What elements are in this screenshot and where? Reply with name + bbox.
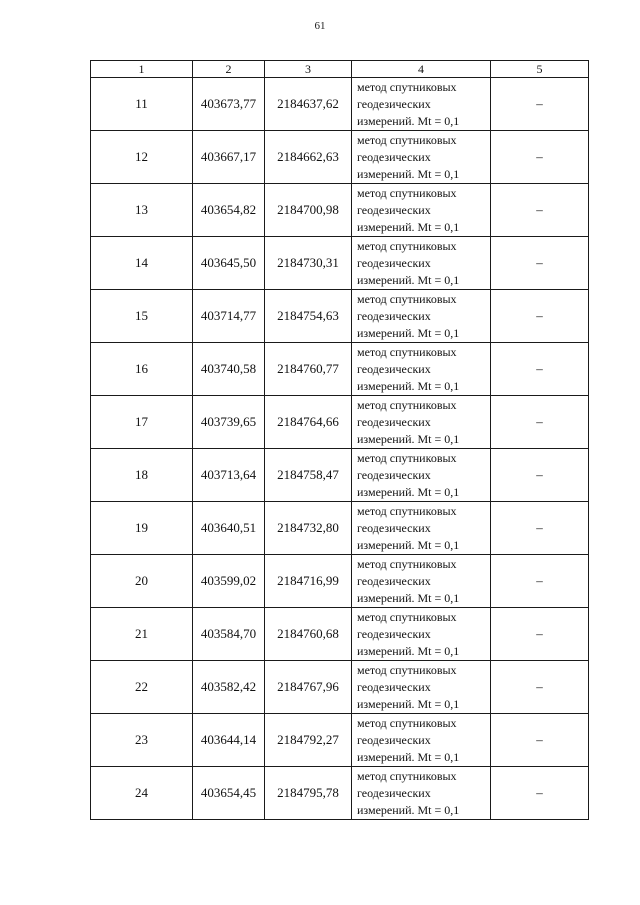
method-cell [352, 502, 491, 555]
method-line: измерений. Mt = 0,1 [357, 272, 460, 287]
table-row [91, 449, 589, 502]
x-coordinate-cell: 403654,45 [193, 767, 265, 820]
point-number-cell: 23 [91, 714, 193, 767]
method-line: метод спутниковых [357, 715, 457, 730]
method-cell [352, 290, 491, 343]
table-row [91, 131, 589, 184]
method-line: геодезических [357, 626, 431, 641]
point-number-cell: 13 [91, 184, 193, 237]
method-cell [352, 237, 491, 290]
y-coordinate-cell: 2184795,78 [265, 767, 352, 820]
note-cell: – [491, 290, 589, 343]
method-line: измерений. Mt = 0,1 [357, 378, 460, 393]
table-body [91, 78, 589, 820]
method-cell [352, 396, 491, 449]
table-row [91, 714, 589, 767]
method-line: измерений. Mt = 0,1 [357, 749, 460, 764]
method-cell [352, 661, 491, 714]
x-coordinate-cell: 403582,42 [193, 661, 265, 714]
method-line: измерений. Mt = 0,1 [357, 643, 460, 658]
table-row [91, 78, 589, 131]
method-line: метод спутниковых [357, 397, 457, 412]
method-line: геодезических [357, 414, 431, 429]
note-cell: – [491, 343, 589, 396]
table-row [91, 767, 589, 820]
method-line: измерений. Mt = 0,1 [357, 219, 460, 234]
method-line: измерений. Mt = 0,1 [357, 113, 460, 128]
method-line: метод спутниковых [357, 662, 457, 677]
y-coordinate-cell: 2184760,68 [265, 608, 352, 661]
table-row [91, 661, 589, 714]
x-coordinate-cell: 403599,02 [193, 555, 265, 608]
method-cell [352, 78, 491, 131]
point-number-cell: 12 [91, 131, 193, 184]
method-line: метод спутниковых [357, 79, 457, 94]
y-coordinate-cell: 2184764,66 [265, 396, 352, 449]
coordinates-table [90, 60, 589, 820]
method-line: геодезических [357, 255, 431, 270]
point-number-cell: 21 [91, 608, 193, 661]
method-line: измерений. Mt = 0,1 [357, 431, 460, 446]
method-line: геодезических [357, 520, 431, 535]
y-coordinate-cell: 2184716,99 [265, 555, 352, 608]
point-number-cell: 22 [91, 661, 193, 714]
method-line: измерений. Mt = 0,1 [357, 802, 460, 817]
y-coordinate-cell: 2184760,77 [265, 343, 352, 396]
method-cell [352, 131, 491, 184]
method-line: геодезических [357, 361, 431, 376]
note-cell: – [491, 767, 589, 820]
y-coordinate-cell: 2184730,31 [265, 237, 352, 290]
x-coordinate-cell: 403640,51 [193, 502, 265, 555]
method-line: геодезических [357, 573, 431, 588]
method-line: измерений. Mt = 0,1 [357, 325, 460, 340]
method-line: геодезических [357, 308, 431, 323]
table-row [91, 343, 589, 396]
note-cell: – [491, 502, 589, 555]
table-row [91, 555, 589, 608]
y-coordinate-cell: 2184700,98 [265, 184, 352, 237]
y-coordinate-cell: 2184758,47 [265, 449, 352, 502]
note-cell: – [491, 184, 589, 237]
point-number-cell: 16 [91, 343, 193, 396]
column-header: 2 [193, 61, 265, 78]
column-header: 3 [265, 61, 352, 78]
method-line: геодезических [357, 785, 431, 800]
x-coordinate-cell: 403644,14 [193, 714, 265, 767]
method-line: измерений. Mt = 0,1 [357, 696, 460, 711]
method-line: метод спутниковых [357, 132, 457, 147]
column-header: 1 [91, 61, 193, 78]
y-coordinate-cell: 2184792,27 [265, 714, 352, 767]
note-cell: – [491, 661, 589, 714]
y-coordinate-cell: 2184767,96 [265, 661, 352, 714]
table-row [91, 608, 589, 661]
x-coordinate-cell: 403654,82 [193, 184, 265, 237]
y-coordinate-cell: 2184637,62 [265, 78, 352, 131]
method-line: геодезических [357, 679, 431, 694]
table-row [91, 237, 589, 290]
method-cell [352, 343, 491, 396]
point-number-cell: 24 [91, 767, 193, 820]
point-number-cell: 17 [91, 396, 193, 449]
method-line: метод спутниковых [357, 238, 457, 253]
method-cell [352, 608, 491, 661]
table-row [91, 184, 589, 237]
method-line: геодезических [357, 149, 431, 164]
method-line: геодезических [357, 732, 431, 747]
note-cell: – [491, 608, 589, 661]
y-coordinate-cell: 2184732,80 [265, 502, 352, 555]
note-cell: – [491, 131, 589, 184]
table-row [91, 502, 589, 555]
x-coordinate-cell: 403584,70 [193, 608, 265, 661]
x-coordinate-cell: 403645,50 [193, 237, 265, 290]
method-line: геодезических [357, 202, 431, 217]
method-line: метод спутниковых [357, 185, 457, 200]
point-number-cell: 11 [91, 78, 193, 131]
method-line: геодезических [357, 96, 431, 111]
method-cell [352, 555, 491, 608]
method-line: метод спутниковых [357, 503, 457, 518]
note-cell: – [491, 78, 589, 131]
method-line: геодезических [357, 467, 431, 482]
method-line: метод спутниковых [357, 609, 457, 624]
note-cell: – [491, 396, 589, 449]
x-coordinate-cell: 403714,77 [193, 290, 265, 343]
point-number-cell: 19 [91, 502, 193, 555]
page-number: 61 [314, 20, 326, 32]
method-line: метод спутниковых [357, 291, 457, 306]
method-line: метод спутниковых [357, 768, 457, 783]
method-cell [352, 449, 491, 502]
table-row [91, 396, 589, 449]
method-cell [352, 714, 491, 767]
method-line: измерений. Mt = 0,1 [357, 537, 460, 552]
y-coordinate-cell: 2184662,63 [265, 131, 352, 184]
method-cell [352, 767, 491, 820]
x-coordinate-cell: 403740,58 [193, 343, 265, 396]
method-line: измерений. Mt = 0,1 [357, 484, 460, 499]
method-cell [352, 184, 491, 237]
method-line: метод спутниковых [357, 450, 457, 465]
table-header-row [91, 61, 589, 78]
table-row [91, 290, 589, 343]
method-line: метод спутниковых [357, 556, 457, 571]
x-coordinate-cell: 403739,65 [193, 396, 265, 449]
y-coordinate-cell: 2184754,63 [265, 290, 352, 343]
note-cell: – [491, 555, 589, 608]
column-header: 5 [491, 61, 589, 78]
note-cell: – [491, 237, 589, 290]
x-coordinate-cell: 403673,77 [193, 78, 265, 131]
point-number-cell: 14 [91, 237, 193, 290]
note-cell: – [491, 449, 589, 502]
column-header: 4 [352, 61, 491, 78]
note-cell: – [491, 714, 589, 767]
method-line: измерений. Mt = 0,1 [357, 166, 460, 181]
point-number-cell: 20 [91, 555, 193, 608]
point-number-cell: 18 [91, 449, 193, 502]
point-number-cell: 15 [91, 290, 193, 343]
x-coordinate-cell: 403667,17 [193, 131, 265, 184]
x-coordinate-cell: 403713,64 [193, 449, 265, 502]
method-line: метод спутниковых [357, 344, 457, 359]
method-line: измерений. Mt = 0,1 [357, 590, 460, 605]
